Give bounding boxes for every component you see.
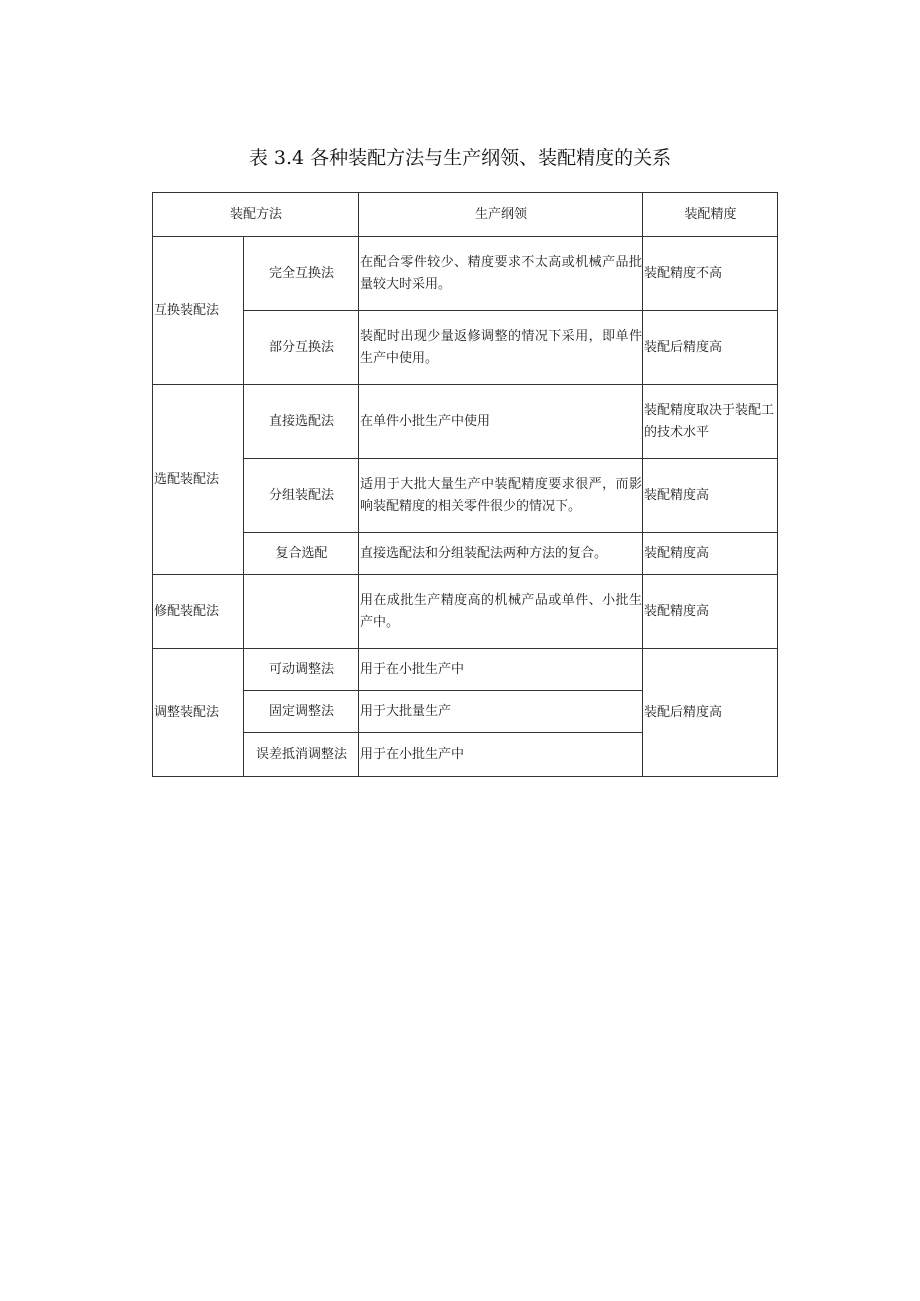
sub-method: 固定调整法 [244,691,359,733]
group-label-selection: 选配装配法 [153,385,244,575]
sub-method: 部分互换法 [244,311,359,385]
sub-method [244,575,359,649]
table-row [153,311,778,385]
precision-cell: 装配精度高 [643,459,778,533]
table-row [153,237,778,311]
program-cell: 用于在小批生产中 [359,649,643,691]
sub-method: 直接选配法 [244,385,359,459]
sub-method: 可动调整法 [244,649,359,691]
sub-method: 复合选配 [244,533,359,575]
table-row [153,385,778,459]
table-title: 表 3.4 各种装配方法与生产纲领、装配精度的关系 [248,147,672,169]
assembly-methods-table [152,192,778,777]
header-program: 生产纲领 [359,193,643,237]
program-cell: 在配合零件较少、精度要求不太高或机械产品批量较大时采用。 [359,237,643,311]
program-cell: 装配时出现少量返修调整的情况下采用，即单件生产中使用。 [359,311,643,385]
group-label-fitting: 修配装配法 [153,575,244,649]
table-row [153,649,778,691]
program-cell: 适用于大批大量生产中装配精度要求很严，而影响装配精度的相关零件很少的情况下。 [359,459,643,533]
program-cell: 用于大批量生产 [359,691,643,733]
program-cell: 直接选配法和分组装配法两种方法的复合。 [359,533,643,575]
sub-method: 误差抵消调整法 [244,733,359,777]
precision-cell: 装配精度高 [643,575,778,649]
table-row [153,533,778,575]
table-header-row [153,193,778,237]
program-cell: 用在成批生产精度高的机械产品或单件、小批生产中。 [359,575,643,649]
precision-cell: 装配精度取决于装配工的技术水平 [643,385,778,459]
table-row [153,459,778,533]
group-label-interchange: 互换装配法 [153,237,244,385]
sub-method: 分组装配法 [244,459,359,533]
program-cell: 在单件小批生产中使用 [359,385,643,459]
header-precision: 装配精度 [643,193,778,237]
precision-cell: 装配后精度高 [643,311,778,385]
program-cell: 用于在小批生产中 [359,733,643,777]
sub-method: 完全互换法 [244,237,359,311]
header-method: 装配方法 [153,193,359,237]
precision-cell: 装配精度不高 [643,237,778,311]
table-row [153,575,778,649]
precision-cell: 装配精度高 [643,533,778,575]
precision-cell: 装配后精度高 [643,649,778,777]
group-label-adjustment: 调整装配法 [153,649,244,777]
